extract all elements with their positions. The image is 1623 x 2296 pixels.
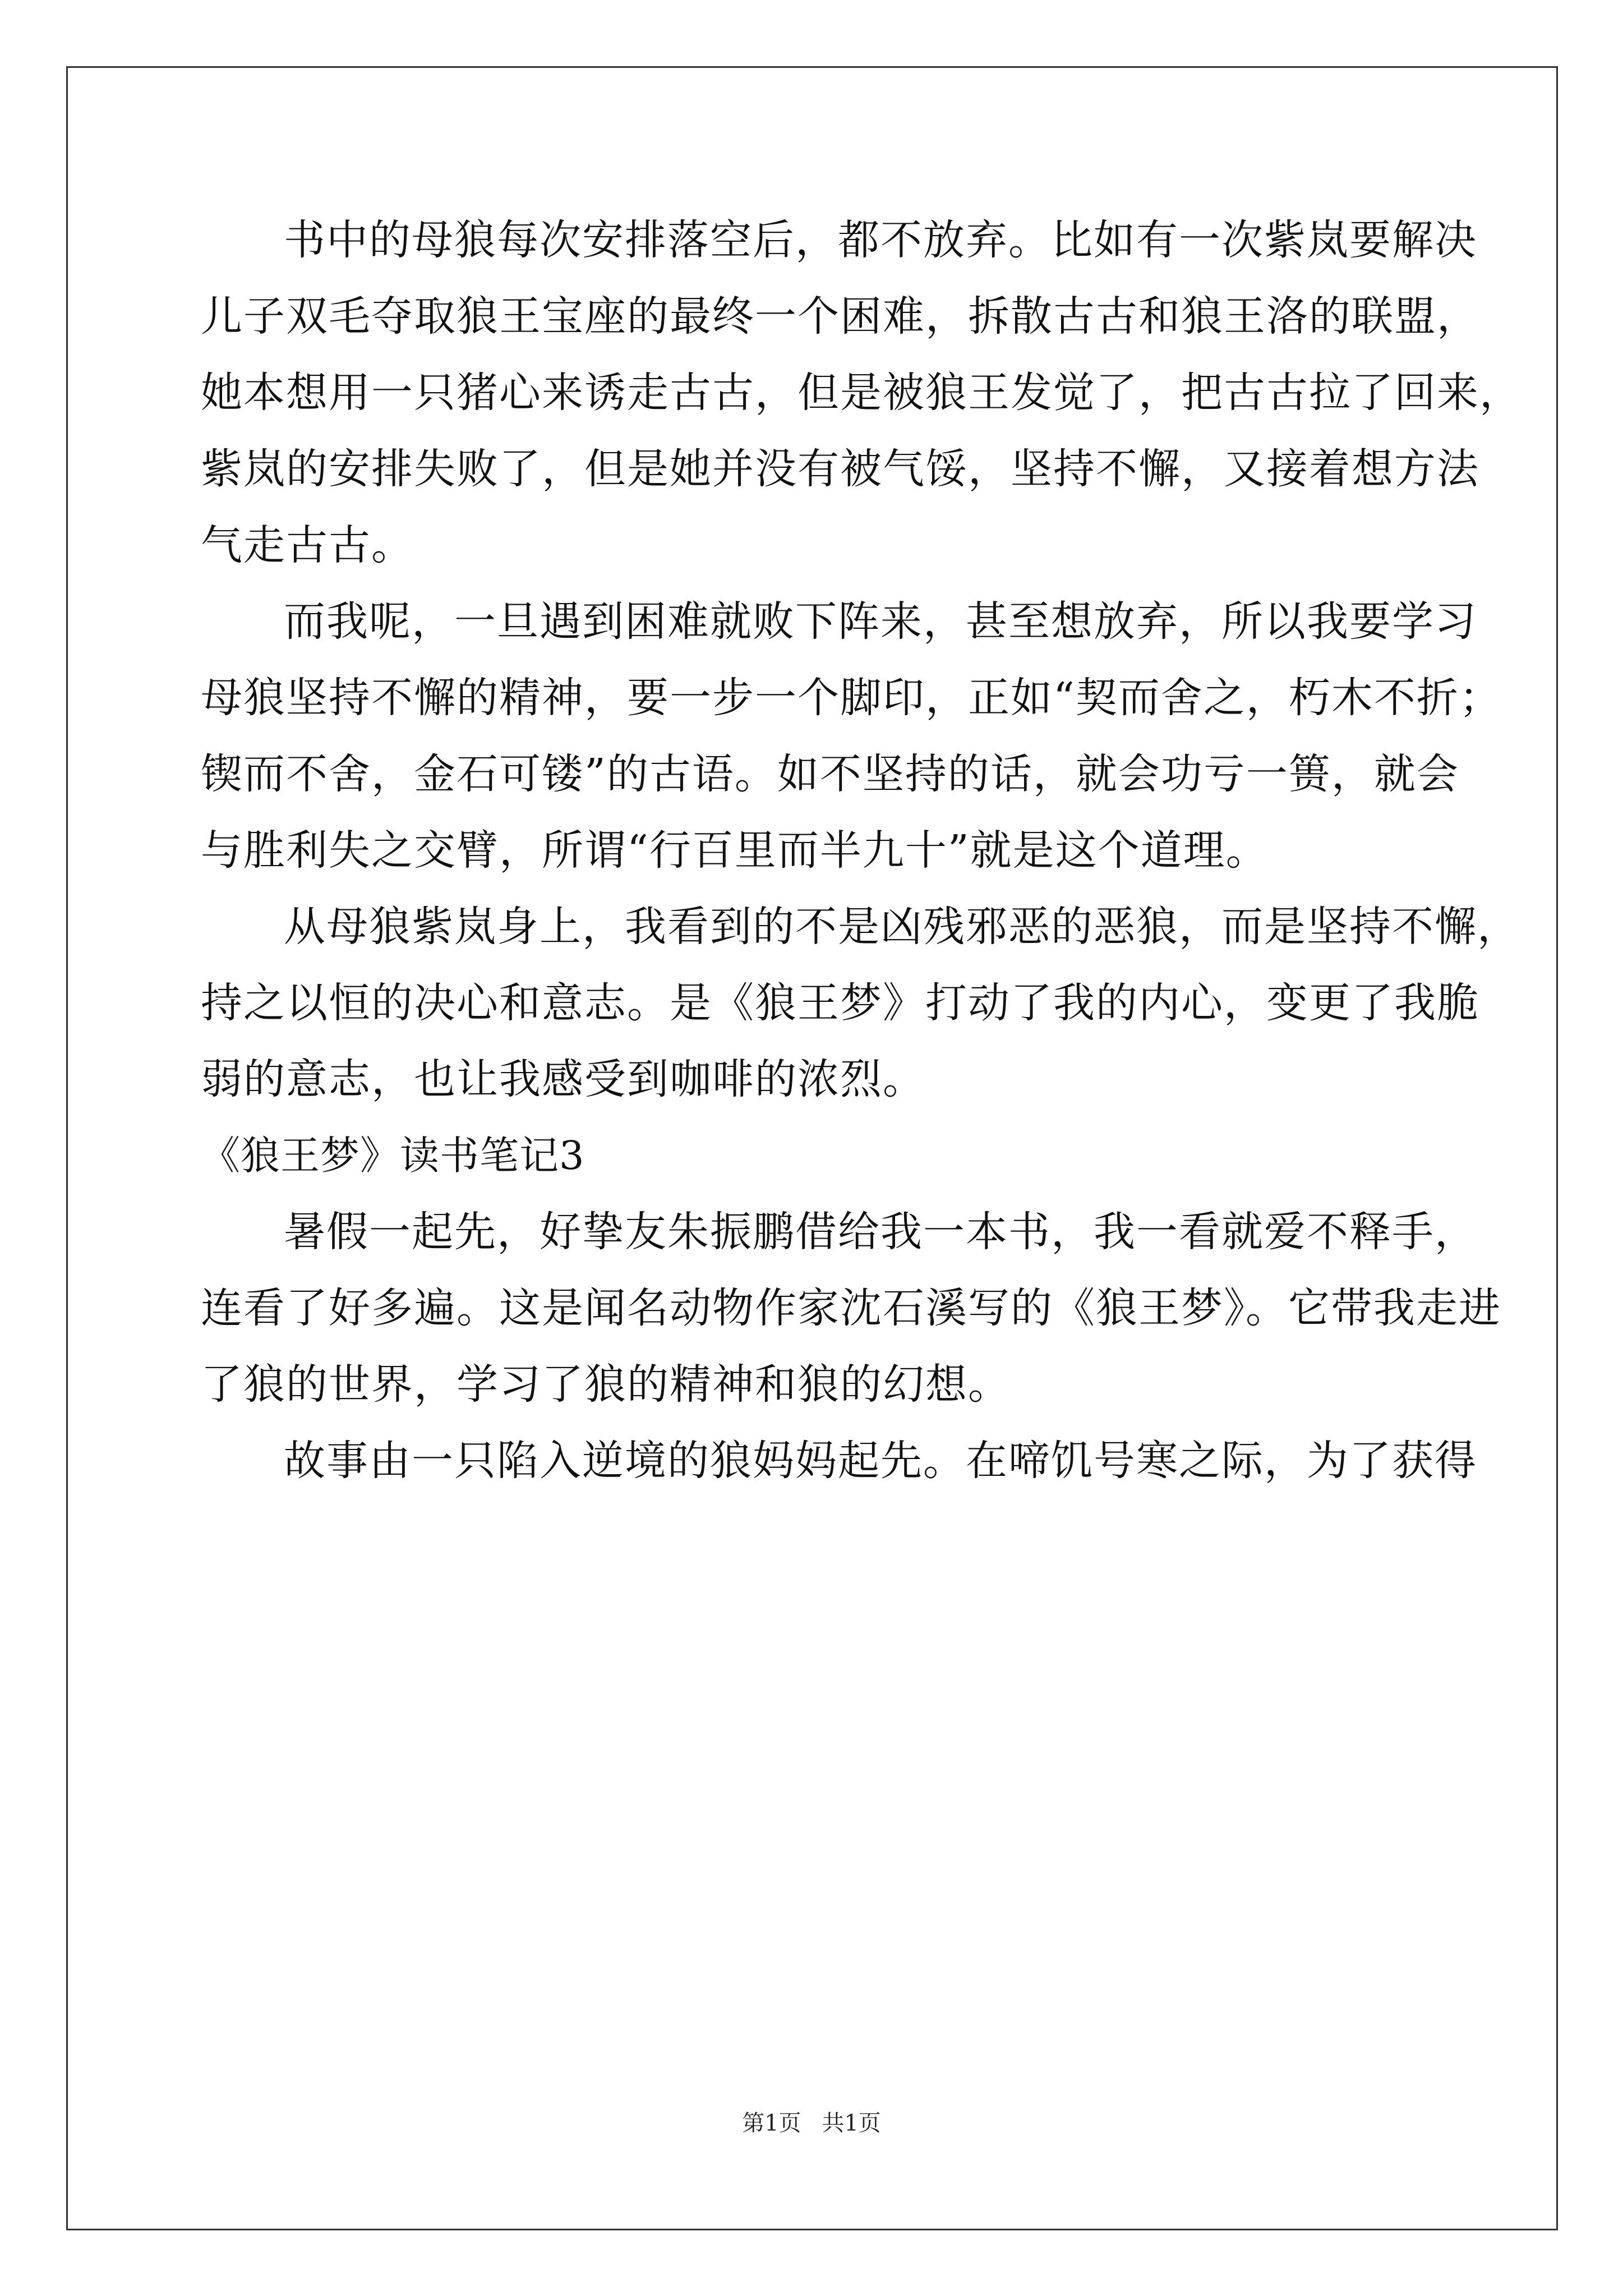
page-total: 共1页 [822, 2110, 881, 2136]
paragraph-line: 连看了好多遍。这是闻名动物作家沈石溪写的《狼王梦》。它带我走进 [201, 1284, 1501, 1332]
paragraph-line: 书中的母狼每次安排落空后，都不放弃。比如有一次紫岚要解决 [284, 216, 1477, 264]
paragraph-line: 弱的意志，也让我感受到咖啡的浓烈。 [201, 1055, 925, 1103]
paragraph-line: 锲而不舍，金石可镂”的古语。如不坚持的话，就会功亏一篑，就会 [201, 750, 1459, 798]
page-footer [0, 2106, 1623, 2140]
section-heading: 《狼王梦》读书笔记3 [201, 1133, 585, 1179]
page-number: 第1页 [742, 2110, 801, 2136]
paragraph-line: 儿子双毛夺取狼王宝座的最终一个困难，拆散古古和狼王洛的联盟， [201, 292, 1479, 341]
paragraph-line: 故事由一只陷入逆境的狼妈妈起先。在啼饥号寒之际，为了获得 [284, 1437, 1477, 1485]
paragraph-line: 气走古古。 [201, 521, 414, 569]
paragraph-line: 她本想用一只猪心来诱走古古，但是被狼王发觉了，把古古拉了回来， [201, 369, 1522, 417]
paragraph-line: 暑假一起先，好挚友朱振鹏借给我一本书，我一看就爱不释手， [284, 1208, 1477, 1256]
paragraph-line: 紫岚的安排失败了，但是她并没有被气馁，坚持不懈，又接着想方法 [201, 445, 1479, 493]
paragraph-line: 与胜利失之交臂，所谓“行百里而半九十”就是这个道理。 [201, 826, 1269, 875]
paragraph-line: 持之以恒的决心和意志。是《狼王梦》打动了我的内心，变更了我脆 [201, 979, 1479, 1027]
paragraph-line: 了狼的世界，学习了狼的精神和狼的幻想。 [201, 1360, 1011, 1409]
paragraph-line: 从母狼紫岚身上，我看到的不是凶残邪恶的恶狼，而是坚持不懈， [284, 903, 1520, 951]
paragraph-line: 而我呢，一旦遇到困难就败下阵来，甚至想放弃，所以我要学习 [284, 597, 1477, 646]
paragraph-line: 母狼坚持不懈的精神，要一步一个脚印，正如“契而舍之，朽木不折； [201, 674, 1502, 722]
